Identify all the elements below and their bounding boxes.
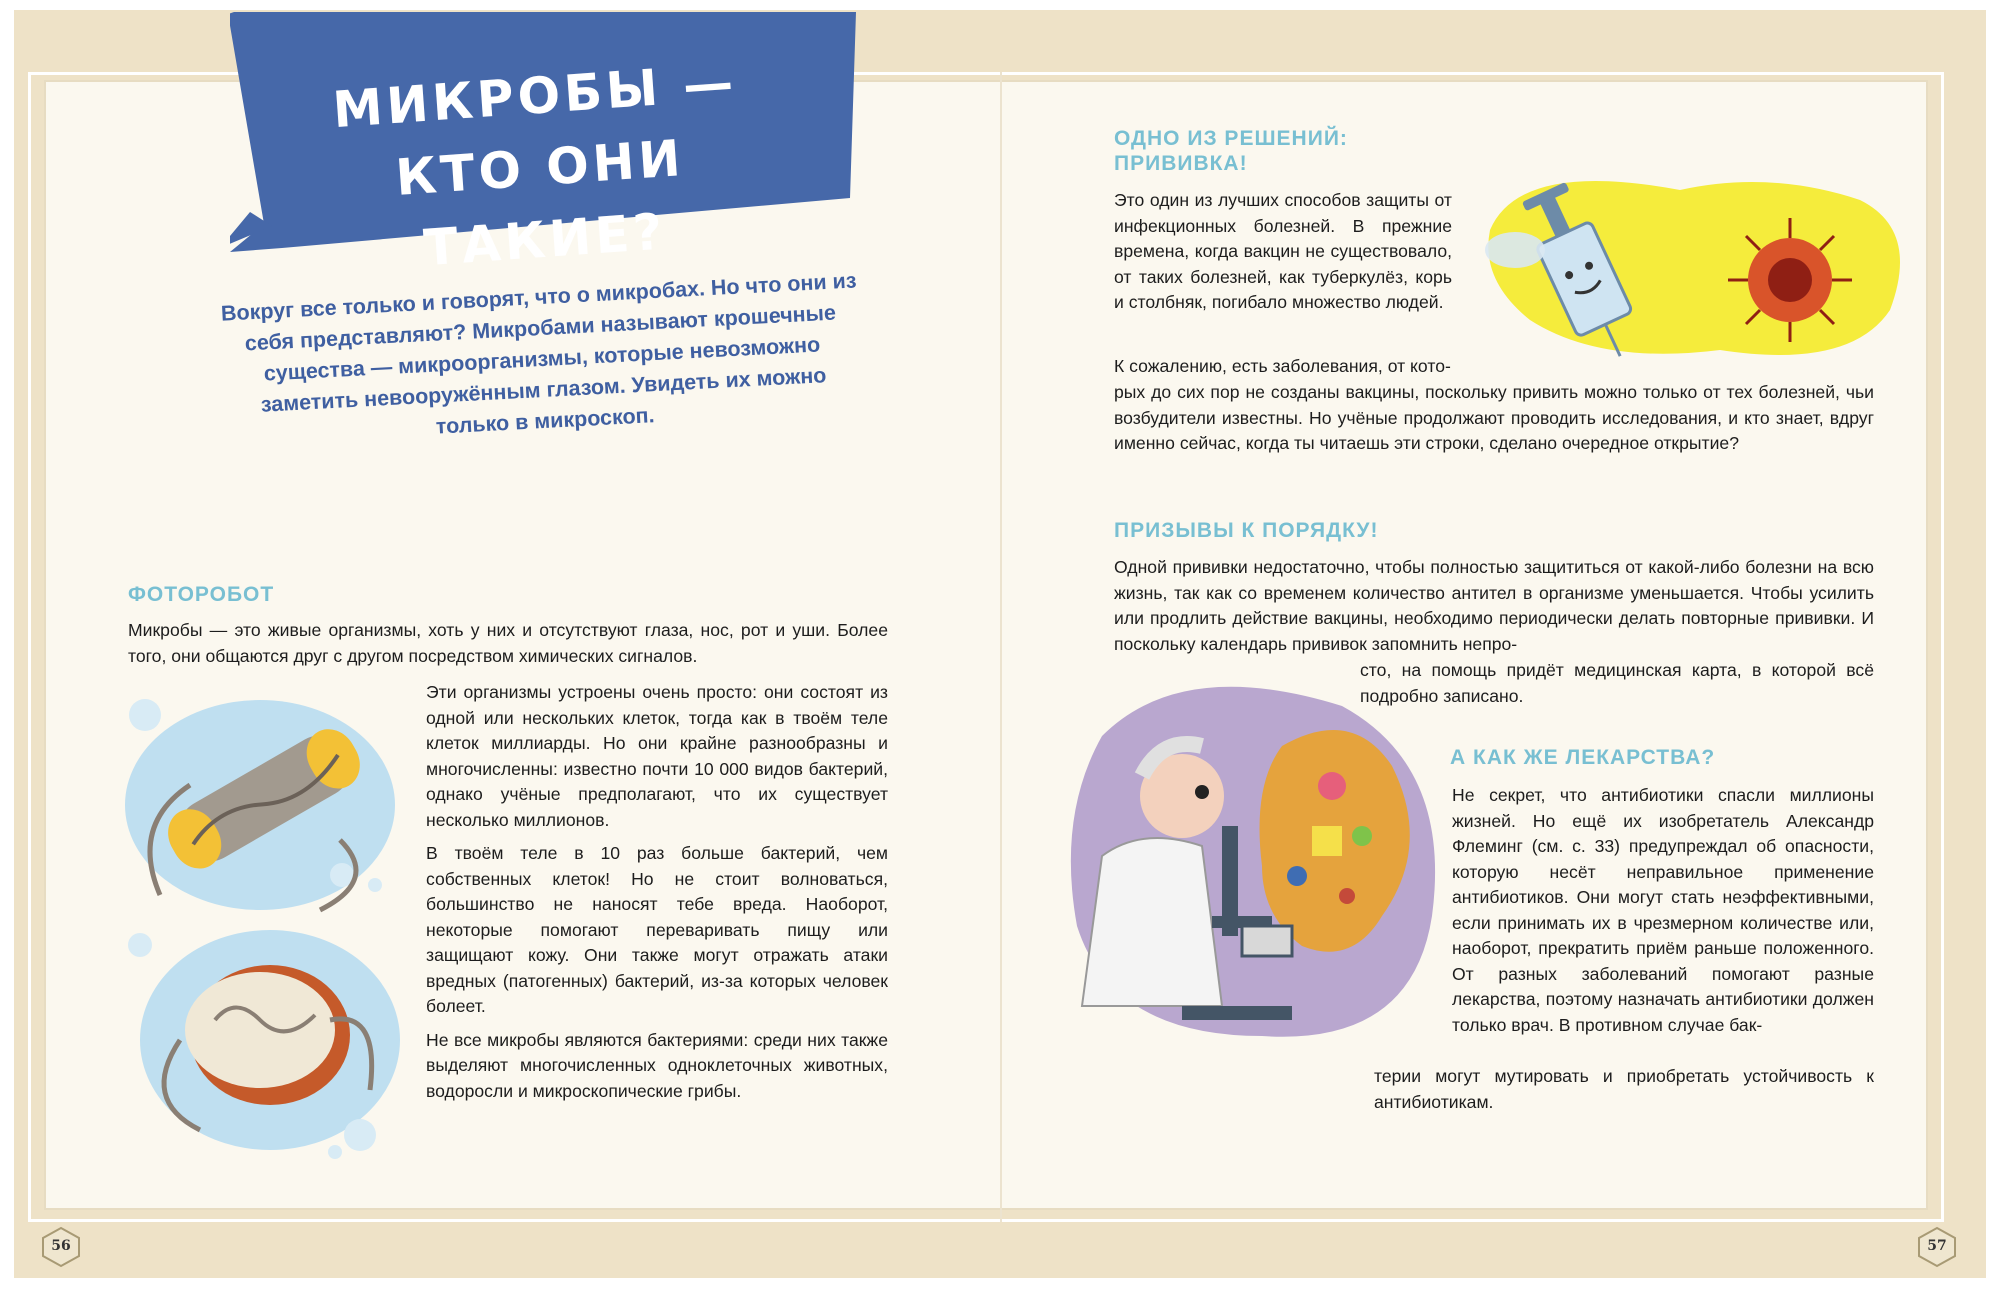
page-number-right: 57 [1927, 1238, 1947, 1254]
vaccine-paragraph-2a: К сожалению, есть заболевания, от кото- [1114, 356, 1451, 376]
order-paragraph-a: Одной прививки недостаточно, чтобы полностью защититься от какой-либо болезни на всю жизнь, так как со временем количество антител в организме уменьшается. Чтобы усилить или продлить действие вакцины, необходимо периодически делать повторные прививки. И поскольку календарь прививок запомнить непро- [1114, 557, 1874, 654]
paragraph: Не все микробы являются бактериями: среди них также выделяют многочисленных одноклеточных животных, водоросли и микроскопические грибы. [426, 1029, 888, 1101]
vaccine-paragraph-2b: рых до сих пор не созданы вакцины, поскольку привить можно только от тех болезней, чьи возбудители известны. Но учёные продолжают проводить исследования, и кто знает, вдруг именно сейчас, когда ты читаешь эти строки, сделано очередное открытие? [1114, 382, 1874, 453]
order-paragraph-b: сто, на помощь придёт медицинская карта, в которой всё подробно записано. [1360, 660, 1874, 706]
vaccine-paragraph: Это один из лучших способов защиты от инфекционных болезней. В прежние времена, когда вакцин не существовало, от таких болезней, как туберкулёз, корь и столбняк, погибало множество людей. [1114, 190, 1452, 312]
paragraph: Эти организмы устроены очень просто: они состоят из одной или нескольких клеток, тогда как в твоём теле клеток миллиарды. Но они крайне разнообразны и многочисленны: известно почти 10 000 видов бактерий, однако учёные предполагают, что их существует несколько миллионов. [426, 682, 888, 830]
book-gutter [1000, 72, 1002, 1222]
bacteria-illustration [120, 690, 410, 1160]
page-number-left: 56 [51, 1238, 71, 1254]
medicine-paragraph-b: терии могут мутировать и приобретать устойчивость к антибиотикам. [1374, 1066, 1874, 1112]
section-heading-vaccine: ОДНО ИЗ РЕШЕНИЙ: ПРИВИВКА! [1114, 127, 1348, 175]
paragraph: В твоём теле в 10 раз больше бактерий, чем собственных клеток! Но не стоит волноваться, большинство не наносят тебе вреда. Наоборот, некоторые помогают переваривать пищу или защищают кожу. Они также могут отражать атаки вредных (патогенных) бактерий, из-за которых человек болеет. [426, 843, 888, 1016]
section-heading-fotorobot: ФОТОРОБОТ [128, 583, 275, 606]
vaccine-illustration [1470, 170, 1910, 360]
page-title: МИКРОБЫ — КТО ОНИ ТАКИЕ? [330, 53, 739, 278]
intro-paragraph: Микробы — это живые организмы, хоть у них и отсутствуют глаза, нос, рот и уши. Более того, они общаются друг с другом посредством химических сигналов. [128, 620, 888, 666]
scientist-illustration [1062, 676, 1442, 1044]
left-column-text [426, 680, 888, 1112]
medicine-paragraph-a: Не секрет, что антибиотики спасли миллионы жизней. Но ещё их изобретатель Александр Флеминг (см. с. 33) предупреждал об опасности, которую несёт неправильное применение антибиотиков. Они могут стать неэффективными, если принимать их в чрезмерном количестве или, наоборот, прекратить приём раньше положенного. От разных заболеваний помогают разные лекарства, поэтому назначать антибиотики должен только врач. В противном случае бак- [1452, 785, 1874, 1035]
lead-paragraph: Вокруг все только и говорят, что о микробах. Но что они из себя представляют? Микробами называют крошечные существа — микроорганизмы, которые невозможно заметить невооружённым глазом. Увидеть их можно только в микроскоп. [220, 268, 858, 439]
section-heading-order: ПРИЗЫВЫ К ПОРЯДКУ! [1114, 519, 1379, 542]
section-heading-medicine: А КАК ЖЕ ЛЕКАРСТВА? [1450, 746, 1716, 769]
